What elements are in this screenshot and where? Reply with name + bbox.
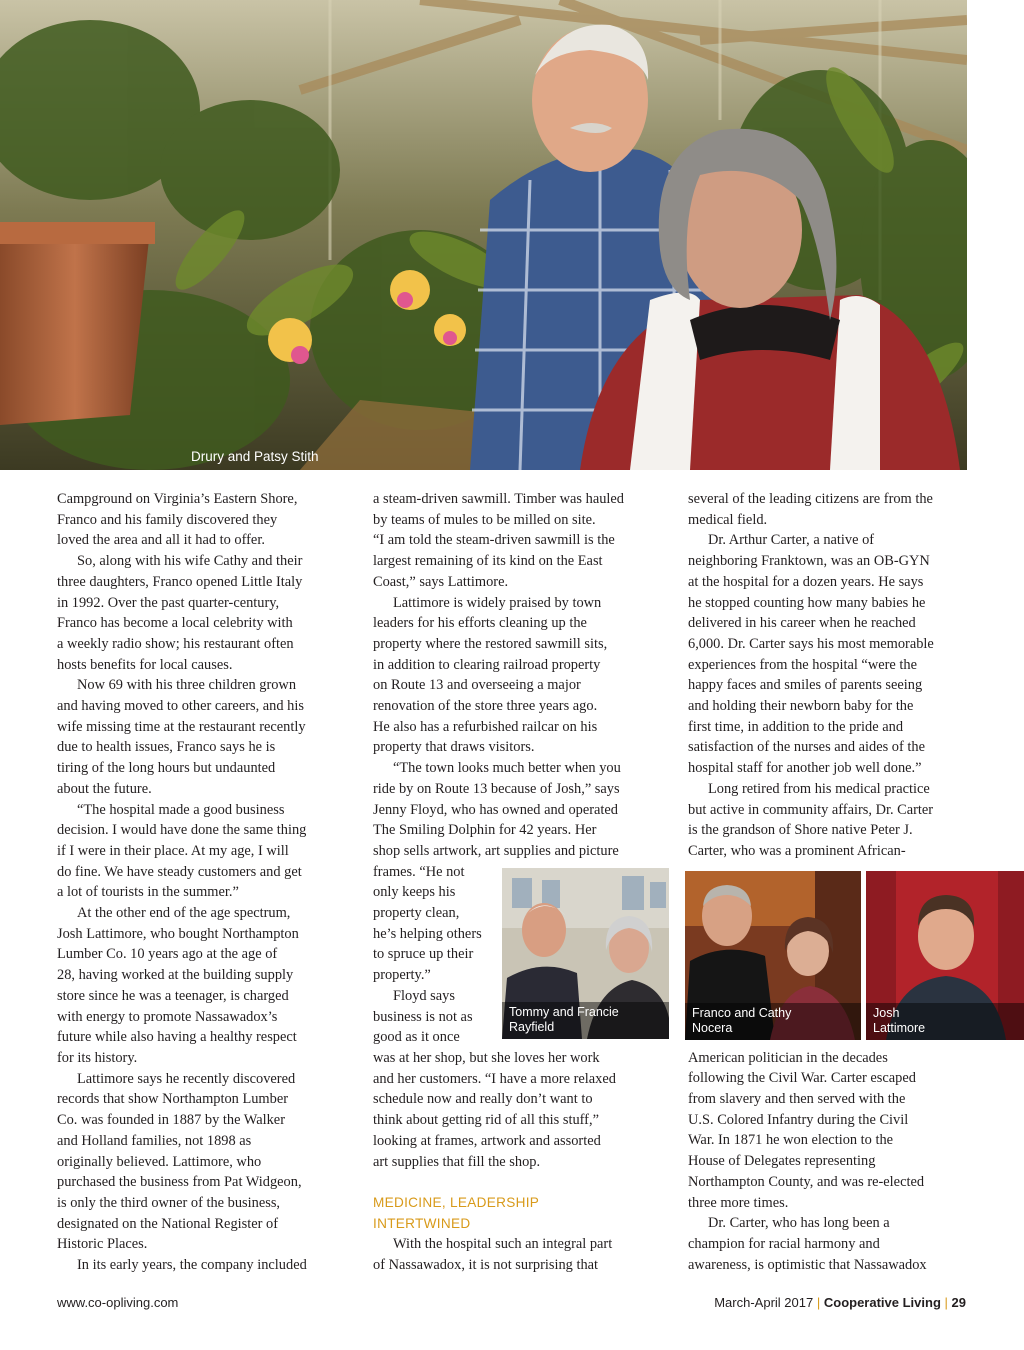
caption-line: Josh [873, 1006, 900, 1020]
text-line: art supplies that fill the shop. [373, 1153, 541, 1170]
rayfield-photo [502, 868, 669, 1039]
text-line: is only the third owner of the business, [57, 1194, 281, 1211]
text-line: With the hospital such an integral part [393, 1236, 613, 1253]
text-line: and Holland families, not 1898 as [57, 1132, 252, 1149]
text-line: The Smiling Dolphin for 42 years. Her [373, 822, 597, 839]
footer-magazine: Cooperative Living [823, 1295, 941, 1310]
text-line: property where the restored sawmill sits, [373, 635, 608, 652]
text-line: U.S. Colored Infantry during the Civil [688, 1111, 909, 1128]
text-line: a steam-driven sawmill. Timber was hauled [373, 491, 624, 507]
footer-page-number: 29 [951, 1295, 966, 1310]
text-line: Lattimore says he recently discovered [77, 1070, 296, 1087]
text-line: satisfaction of the nurses and aides of the [688, 739, 925, 756]
text-line: House of Delegates representing [688, 1153, 876, 1170]
text-line: only keeps his [373, 884, 456, 901]
footer-url: www.co-opliving.com [57, 1295, 179, 1310]
text-line: and holding their newborn baby for the [688, 698, 914, 715]
text-line: is the grandson of Shore native Peter J. [688, 822, 913, 839]
text-line: property that draws visitors. [373, 739, 535, 756]
rayfield-photo-caption [502, 1002, 669, 1039]
section-heading-line-2: INTERTWINED [373, 1215, 471, 1231]
text-line: due to health issues, Franco says he is [57, 739, 276, 756]
text-line: Co. was founded in 1887 by the Walker [57, 1112, 285, 1129]
text-line: do fine. We have steady customers and get [57, 863, 302, 880]
text-line: “The town looks much better when you [393, 760, 621, 777]
text-line: he’s helping others [373, 925, 482, 942]
text-line: American politician in the decades [688, 1049, 888, 1066]
text-line: frames. “He not [373, 863, 465, 880]
text-line: property.” [373, 967, 431, 984]
lattimore-photo-caption [866, 1003, 1024, 1040]
text-line: neighboring Franktown, was an OB-GYN [688, 553, 930, 570]
caption-line: Rayfield [509, 1020, 555, 1034]
text-line: He also has a refurbished railcar on his [373, 718, 598, 735]
text-line: shop sells artwork, art supplies and picture [373, 842, 619, 859]
section-heading-line-1: MEDICINE, LEADERSHIP [373, 1194, 540, 1210]
text-line: first time, in addition to the pride and [688, 718, 904, 735]
text-line: of Nassawadox, it is not surprising that [373, 1257, 599, 1273]
text-line: at the hospital for a dozen years. He says [688, 573, 924, 590]
text-line: and her customers. “I have a more relaxed [373, 1070, 616, 1087]
caption-line: Franco and Cathy [692, 1006, 792, 1020]
text-line: business is not as [373, 1008, 473, 1025]
text-line: Dr. Carter, who has long been a [708, 1215, 890, 1232]
text-line: So, along with his wife Cathy and their [77, 553, 303, 570]
text-line: Franco has become a local celebrity with [57, 615, 293, 632]
text-line: three daughters, Franco opened Little Italy [57, 573, 303, 590]
text-line: designated on the National Register of [57, 1215, 278, 1232]
text-line: Historic Places. [57, 1236, 148, 1253]
text-line: a lot of tourists in the summer.” [57, 884, 239, 901]
text-line: think about getting rid of all this stuff,” [373, 1112, 599, 1129]
text-line: War. In 1871 he won election to the [688, 1132, 894, 1149]
text-line: hosts benefits for local causes. [57, 656, 233, 673]
text-line: records that show Northampton Lumber [57, 1091, 288, 1108]
text-line: purchased the business from Pat Widgeon, [57, 1174, 302, 1191]
footer-separator: | [816, 1295, 821, 1310]
text-line: about the future. [57, 780, 152, 797]
text-line: but active in community affairs, Dr. Carter [688, 801, 934, 818]
nocera-photo [685, 871, 861, 1040]
text-line: Floyd says [393, 987, 455, 1004]
text-line: renovation of the store three years ago. [373, 698, 598, 715]
text-line: in addition to clearing railroad property [373, 656, 601, 673]
text-line: Carter, who was a prominent African- [688, 842, 906, 859]
footer-folio [714, 1295, 966, 1310]
text-line: Now 69 with his three children grown [77, 677, 297, 694]
text-line: largest remaining of its kind on the East [373, 553, 603, 570]
text-line: Northampton County, and was re-elected [688, 1173, 925, 1190]
text-line: delivered in his career when he reached [688, 615, 916, 632]
text-line: originally believed. Lattimore, who [57, 1153, 262, 1170]
text-line: store since he was a teenager, is charged [57, 987, 289, 1004]
text-line: “The hospital made a good business [77, 801, 285, 818]
main-photo [0, 0, 967, 470]
text-line: decision. I would have done the same thing [57, 822, 307, 839]
text-line: awareness, is optimistic that Nassawadox [688, 1256, 927, 1273]
text-line: Long retired from his medical practice [708, 780, 930, 797]
text-line: ride by on Route 13 because of Josh,” says [373, 780, 620, 797]
text-line: property clean, [373, 905, 460, 922]
text-line: 6,000. Dr. Carter says his most memorable [688, 635, 934, 652]
text-line: leaders for his efforts cleaning up the [373, 615, 587, 632]
text-line: 28, having worked at the building supply [57, 967, 294, 984]
text-line: following the Civil War. Carter escaped [688, 1070, 916, 1087]
article-column-1 [57, 489, 347, 1276]
text-line: “I am told the steam-driven sawmill is the [373, 532, 615, 549]
text-line: in 1992. Over the past quarter-century, [57, 594, 280, 611]
text-line: Campground on Virginia’s Eastern Shore, [57, 491, 298, 507]
text-line: if I were in their place. At my age, I will [57, 842, 289, 859]
text-line: to spruce up their [373, 946, 474, 963]
text-line: future while also having a healthy respect [57, 1029, 297, 1046]
text-line: hospital staff for another job well done.” [688, 760, 922, 777]
text-line: Franco and his family discovered they [57, 511, 278, 528]
text-line: on Route 13 and overseeing a major [373, 677, 581, 694]
text-line: good as it once [373, 1029, 460, 1046]
text-line: was at her shop, but she loves her work [373, 1049, 600, 1066]
caption-line: Lattimore [873, 1021, 926, 1035]
footer-issue: March-April 2017 [714, 1295, 814, 1310]
text-line: Lumber Co. 10 years ago at the age of [57, 946, 278, 963]
text-line: At the other end of the age spectrum, [77, 905, 291, 922]
text-line: happy faces and smiles of parents seeing [688, 677, 923, 694]
text-line: Dr. Arthur Carter, a native of [708, 532, 875, 549]
text-line: for its history. [57, 1049, 138, 1066]
text-line: Lattimore is widely praised by town [393, 594, 602, 611]
text-line: champion for racial harmony and [688, 1235, 880, 1252]
text-line: Jenny Floyd, who has owned and operated [373, 801, 618, 818]
text-line: from slavery and then served with the [688, 1091, 906, 1108]
text-line: with energy to promote Nassawadox’s [57, 1008, 278, 1025]
greenhouse-photo-illustration [0, 0, 967, 470]
text-line: looking at frames, artwork and assorted [373, 1132, 601, 1149]
text-line: wife missing time at the restaurant recently [57, 718, 306, 735]
text-line: In its early years, the company included [77, 1257, 307, 1274]
caption-line: Tommy and Francie [509, 1005, 619, 1019]
text-line: medical field. [688, 511, 768, 528]
text-line: schedule now and really don’t want to [373, 1091, 593, 1108]
text-line: and having moved to other careers, and his [57, 698, 304, 715]
text-line: by teams of mules to be milled on site. [373, 511, 596, 528]
text-line: three more times. [688, 1194, 789, 1211]
text-line: Josh Lattimore, who bought Northampton [57, 925, 299, 942]
footer-separator: | [944, 1295, 948, 1310]
lattimore-photo [866, 871, 1024, 1040]
text-line: he stopped counting how many babies he [688, 594, 926, 611]
nocera-photo-caption [685, 1003, 861, 1040]
main-photo-caption: Drury and Patsy Stith [191, 449, 319, 464]
text-line: tiring of the long hours but undaunted [57, 760, 276, 777]
text-line: Coast,” says Lattimore. [373, 573, 509, 590]
text-line: a weekly radio show; his restaurant often [57, 635, 294, 652]
text-line: several of the leading citizens are from the [688, 491, 933, 507]
caption-line: Nocera [692, 1021, 733, 1035]
text-line: loved the area and all it had to offer. [57, 532, 265, 549]
text-line: experiences from the hospital “were the [688, 656, 917, 673]
